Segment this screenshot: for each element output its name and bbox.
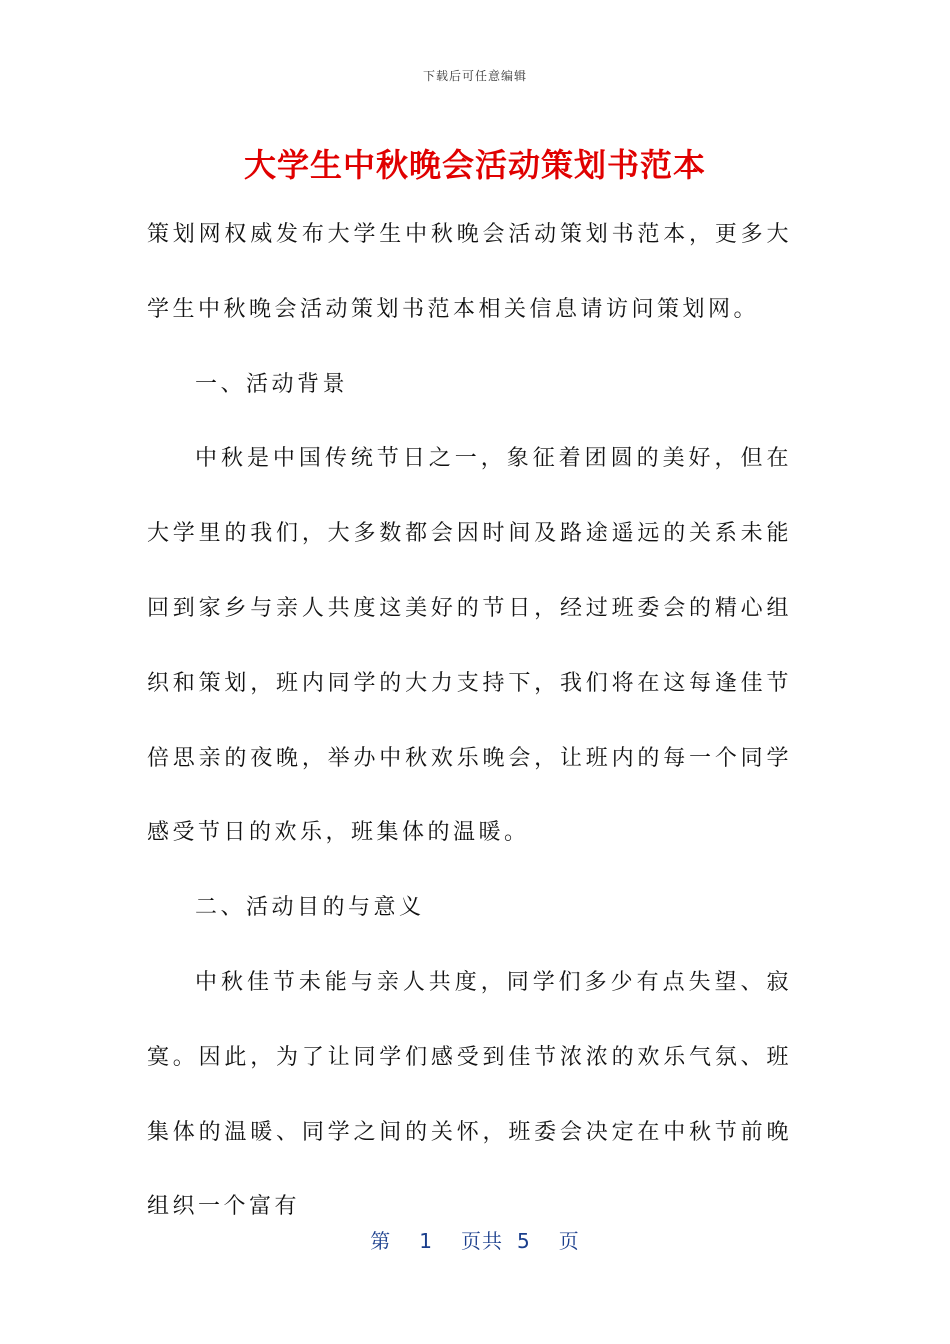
- document-title: 大学生中秋晚会活动策划书范本: [243, 146, 706, 184]
- footer-current-page: 1: [419, 1229, 433, 1253]
- footer-middle: 页共: [461, 1229, 503, 1253]
- document-body: [147, 198, 792, 1245]
- footer-total-pages: 5: [517, 1229, 531, 1253]
- section-heading-background: 一、活动背景: [195, 371, 349, 397]
- page-footer: [0, 1225, 950, 1254]
- paragraph-intro: 策划网权威发布大学生中秋晚会活动策划书范本，更多大学生中秋晚会活动策划书范本相关信息请访问策划网。: [147, 222, 792, 322]
- paragraph-purpose: 中秋佳节未能与亲人共度，同学们多少有点失望、寂寞。因此，为了让同学们感受到佳节浓浓的欢乐气氛、班集体的温暖、同学之间的关怀，班委会决定在中秋节前晚组织一个富有: [147, 969, 792, 1220]
- paragraph-background: 中秋是中国传统节日之一，象征着团圆的美好，但在大学里的我们，大多数都会因时间及路途遥远的关系未能回到家乡与亲人共度这美好的节日，经过班委会的精心组织和策划，班内同学的大力支持下，我们将在这每逢佳节倍思亲的夜晚，举办中秋欢乐晚会，让班内的每一个同学感受节日的欢乐，班集体的温暖。: [147, 446, 792, 846]
- section-heading-purpose: 二、活动目的与意义: [195, 895, 425, 921]
- header-note: 下载后可任意编辑: [422, 69, 527, 83]
- footer-suffix: 页: [558, 1229, 580, 1253]
- footer-prefix: 第: [370, 1229, 392, 1253]
